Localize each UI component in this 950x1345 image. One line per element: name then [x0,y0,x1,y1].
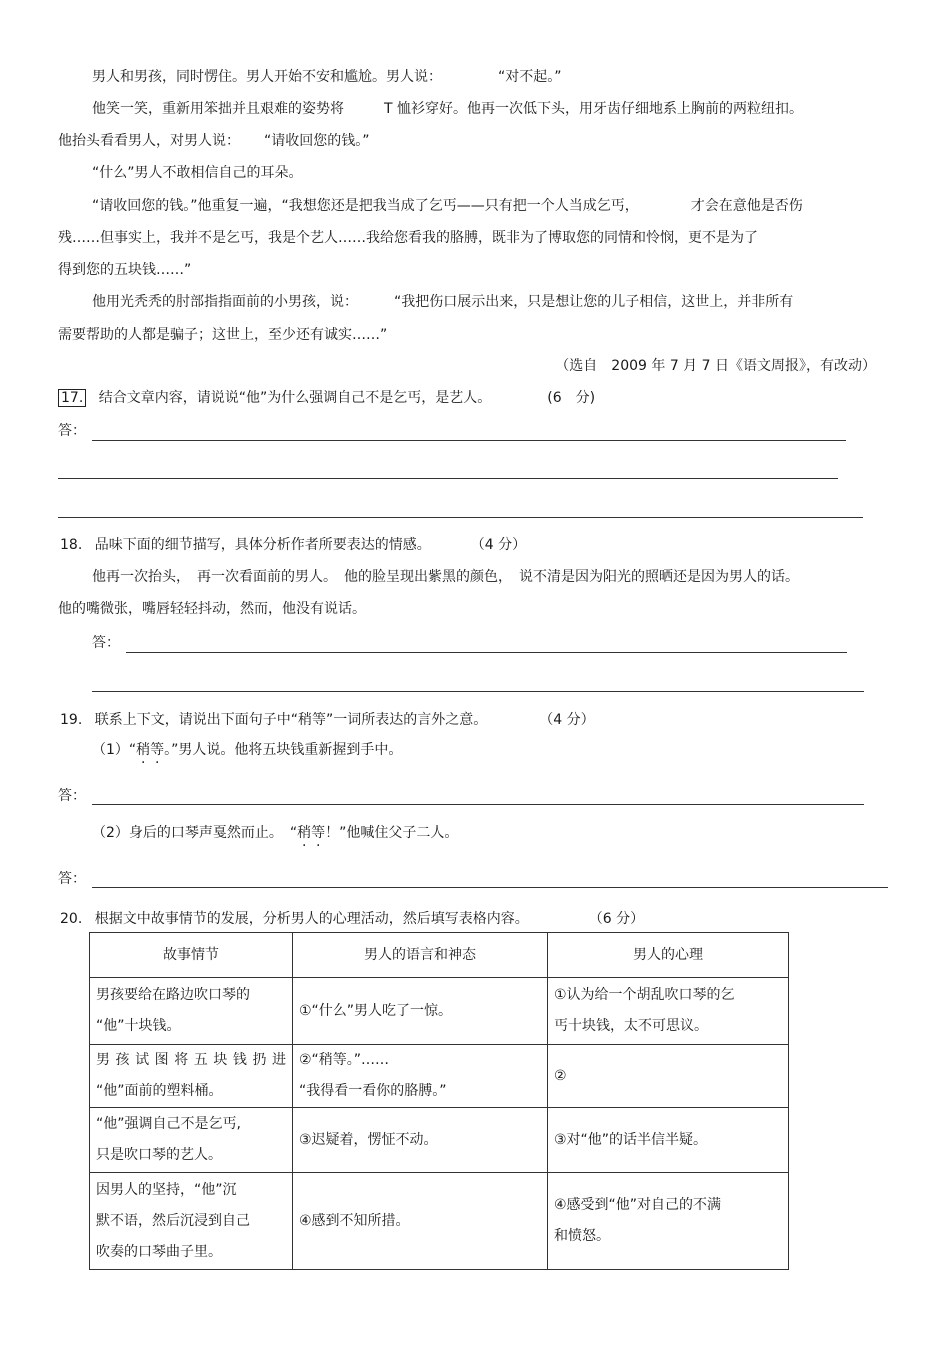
question-text: 联系上下文，请说出下面句子中“稍等”一词所表达的言外之意。 [94,712,488,728]
sentence-text: ！”他喊住父子二人。 [325,825,459,841]
answer-label: 答： [58,423,86,439]
question-text: 结合文章内容，请说说“他”为什么强调自己不是乞丐，是艺人。 [98,390,492,406]
emphasis-char: 稍 [297,825,312,841]
story-line: “什么”男人不敢相信自己的耳朵。 [92,165,303,181]
answer-label: 答： [92,635,120,651]
speech-cell[interactable]: ②“稍等。”…… “我得看一看你的胳膊。” [293,1045,548,1108]
story-line: 得到您的五块钱……” [58,262,192,278]
question-score: （6 分） [588,911,645,927]
question-sentence [92,823,458,843]
question-19 [60,710,595,730]
story-line: 需要帮助的人都是骗子；这世上，至少还有诚实……” [58,327,388,343]
question-18 [60,535,526,555]
question-score: （4 分） [539,712,595,728]
plot-cell: 男孩要给在路边吹口琴的 “他”十块钱。 [90,978,293,1045]
answer-line[interactable] [58,517,863,518]
plot-cell: 男孩试图将五块钱扔进 “他”面前的塑料桶。 [90,1045,293,1108]
emphasis-char: 等 [311,825,326,841]
question-text: 根据文中故事情节的发展，分析男人的心理活动，然后填写表格内容。 [94,911,529,927]
analysis-table [89,932,789,1270]
story-text: 他用光秃秃的肘部指指面前的小男孩，说： [92,294,358,310]
question-sentence [92,740,402,760]
answer-label: 答： [58,788,86,804]
story-text: 他笑一笑，重新用笨拙并且艰难的姿势将 [92,101,344,117]
question-number: 17. [58,389,86,407]
sentence-text: 。”男人说。他将五块钱重新握到手中。 [164,742,403,758]
story-text: “请收回您的钱。”他重复一遍，“我想您还是把我当成了乞丐——只有把一个人当成乞丐， [92,198,639,214]
emphasis-char: 稍 [136,742,151,758]
answer-line[interactable] [58,478,838,479]
speech-cell[interactable]: ③迟疑着，愣怔不动。 [293,1108,548,1173]
emphasis-char: 等 [150,742,165,758]
mind-cell[interactable]: ③对“他”的话半信半疑。 [548,1108,789,1173]
question-text: 品味下面的细节描写，具体分析作者所要表达的情感。 [94,537,431,553]
speech-cell[interactable]: ①“什么”男人吃了一惊。 [293,978,548,1045]
table-row [90,978,789,1045]
question-17 [58,388,595,408]
story-quote: “请收回您的钱。” [264,133,370,149]
mind-cell[interactable]: ①认为给一个胡乱吹口琴的乞 丐十块钱，太不可思议。 [548,978,789,1045]
sentence-text: （2）身后的口琴声戛然而止。 “ [92,825,298,841]
question-passage: 他的嘴微张，嘴唇轻轻抖动，然而，他没有说话。 [58,601,366,617]
speech-cell[interactable]: ④感到不知所措。 [293,1173,548,1270]
answer-line[interactable] [92,804,864,805]
table-row [90,1108,789,1173]
story-line [92,196,803,216]
question-score: （4 分） [470,537,527,553]
story-line: 残……但事实上，我并不是乞丐，我是个艺人……我给您看我的胳膊，既非为了博取您的同情和怜悯，更不是为了 [58,230,758,246]
story-text: 才会在意他是否伤 [690,198,803,214]
source-citation: （选自 2009 年 7 月 7 日《语文周报》，有改动） [555,358,876,374]
table-row [90,1173,789,1270]
answer-line[interactable] [92,691,864,692]
question-number: 19. [60,712,83,728]
mind-cell[interactable]: ④感受到“他”对自己的不满 和愤怒。 [548,1173,789,1270]
story-line [92,99,803,119]
story-text: “我把伤口展示出来，只是想让您的儿子相信，这世上，并非所有 [394,294,794,310]
question-number: 20. [60,911,83,927]
answer-line[interactable] [126,652,847,653]
story-line [92,67,562,87]
story-line [58,131,370,151]
plot-cell: “他”强调自己不是乞丐, 只是吹口琴的艺人。 [90,1108,293,1173]
question-score: (6 分) [547,390,596,406]
answer-label: 答： [58,871,86,887]
mind-cell[interactable]: ② [548,1045,789,1108]
story-text: T 恤衫穿好。他再一次低下头，用牙齿仔细地系上胸前的两粒纽扣。 [384,101,804,117]
table-header: 男人的语言和神态 [293,933,548,978]
table-header: 故事情节 [90,933,293,978]
story-text: 他抬头看看男人，对男人说： [58,133,240,149]
table-row [90,1045,789,1108]
story-text: 男人和男孩，同时愣住。男人开始不安和尴尬。男人说： [92,69,442,85]
table-header: 男人的心理 [548,933,789,978]
story-quote: “对不起。” [498,69,562,85]
question-passage: 他再一次抬头， 再一次看面前的男人。 他的脸呈现出紫黑的颜色， 说不清是因为阳光的照晒还是因为男人的话。 [92,569,799,585]
question-number: 18. [60,537,83,553]
story-line [92,292,793,312]
question-20 [60,909,644,929]
table-header-row [90,933,789,978]
answer-line[interactable] [92,887,888,888]
answer-line[interactable] [92,440,846,441]
plot-cell: 因男人的坚持，“他”沉 默不语，然后沉浸到自己 吹奏的口琴曲子里。 [90,1173,293,1270]
sentence-text: （1）“ [92,742,137,758]
